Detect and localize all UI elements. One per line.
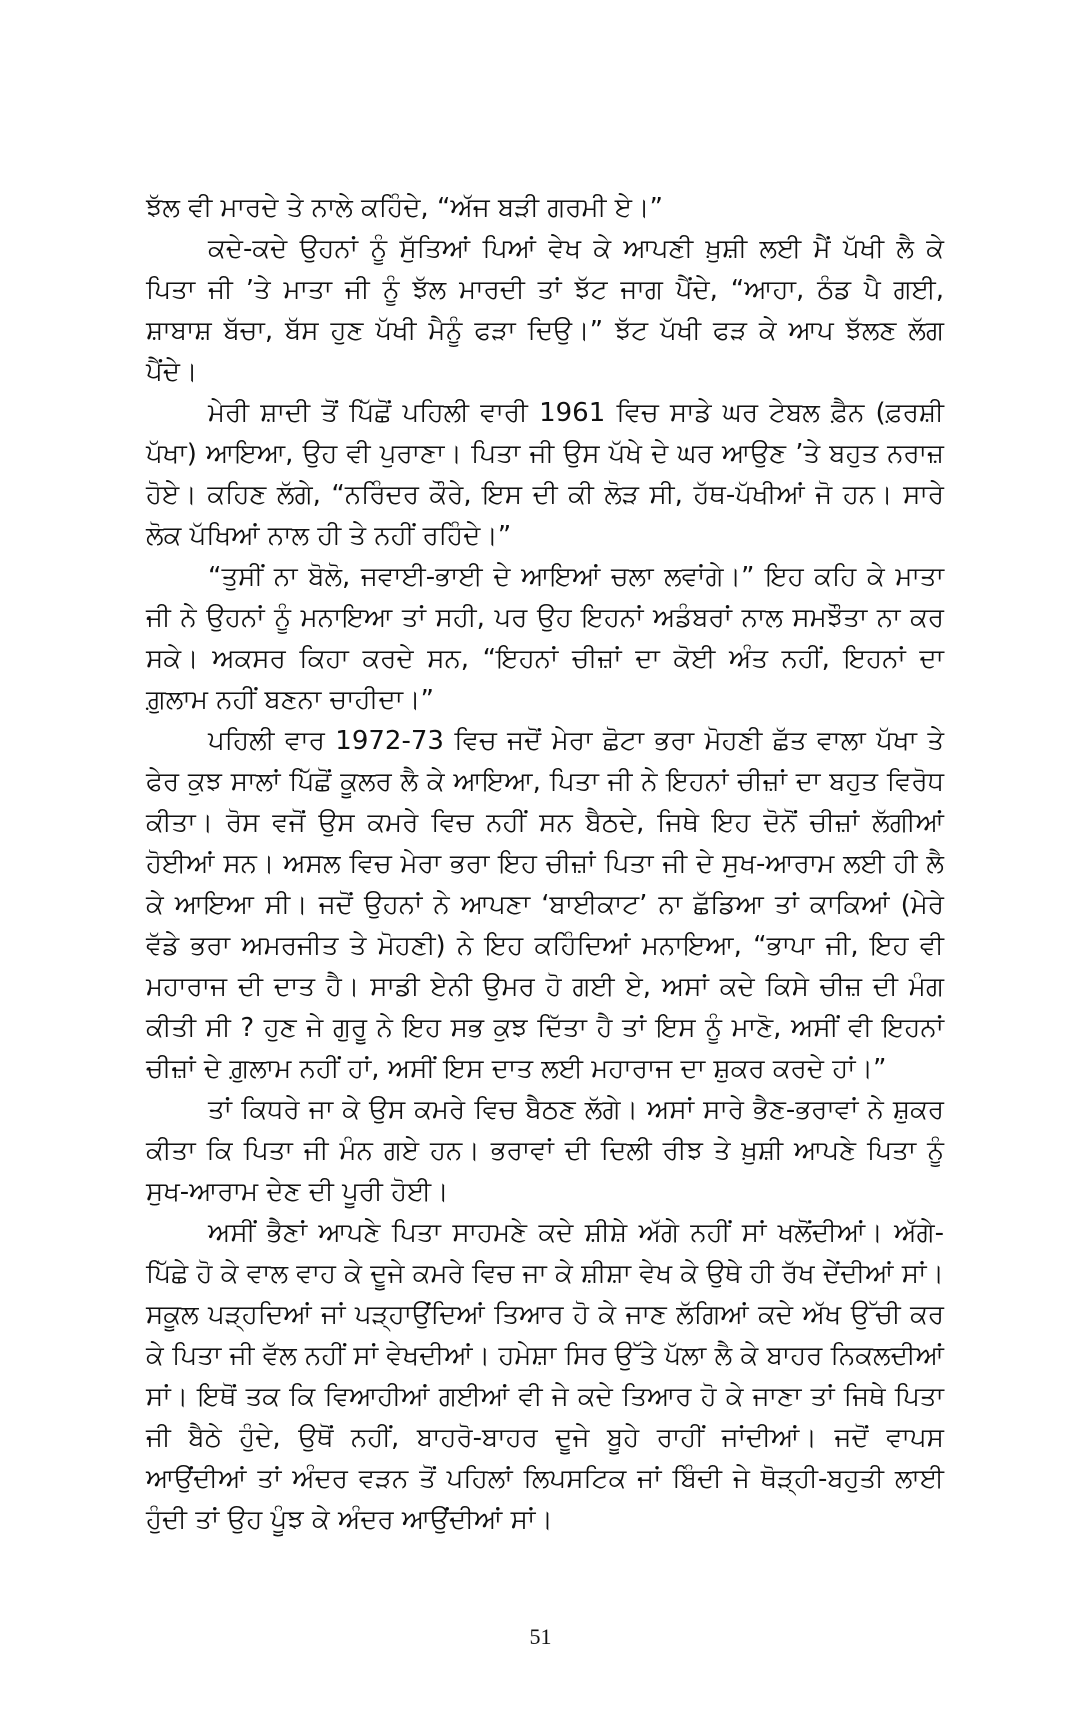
- page-number: 51: [529, 1624, 552, 1649]
- paragraph: ਮੇਰੀ ਸ਼ਾਦੀ ਤੋਂ ਪਿੱਛੋਂ ਪਹਿਲੀ ਵਾਰੀ 1961 ਵਿਚ ਸਾਡੇ ਘਰ ਟੇਬਲ ਫ਼ੈਨ (ਫ਼ਰਸ਼ੀ ਪੱਖਾ) ਆਇਆ, ਉਹ ਵੀ ਪੁਰਾਣਾ। ਪਿਤਾ ਜੀ ਉਸ ਪੱਖੇ ਦੇ ਘਰ ਆਉਣ ’ਤੇ ਬਹੁਤ ਨਰਾਜ਼ ਹੋਏ। ਕਹਿਣ ਲੱਗੇ, “ਨਰਿੰਦਰ ਕੌਰੇ, ਇਸ ਦੀ ਕੀ ਲੋੜ ਸੀ, ਹੱਥ-ਪੱਖੀਆਂ ਜੋ ਹਨ। ਸਾਰੇ ਲੋਕ ਪੱਖਿਆਂ ਨਾਲ ਹੀ ਤੇ ਨਹੀਂ ਰਹਿੰਦੇ।”: [146, 398, 944, 551]
- paragraph: “ਤੁਸੀਂ ਨਾ ਬੋਲੋ, ਜਵਾਈ-ਭਾਈ ਦੇ ਆਇਆਂ ਚਲਾ ਲਵਾਂਗੇ।” ਇਹ ਕਹਿ ਕੇ ਮਾਤਾ ਜੀ ਨੇ ਉਹਨਾਂ ਨੂੰ ਮਨਾਇਆ ਤਾਂ ਸਹੀ, ਪਰ ਉਹ ਇਹਨਾਂ ਅਡੰਬਰਾਂ ਨਾਲ ਸਮਝੌਤਾ ਨਾ ਕਰ ਸਕੇ। ਅਕਸਰ ਕਿਹਾ ਕਰਦੇ ਸਨ, “ਇਹਨਾਂ ਚੀਜ਼ਾਂ ਦਾ ਕੋਈ ਅੰਤ ਨਹੀਂ, ਇਹਨਾਂ ਦਾ ਗ਼ੁਲਾਮ ਨਹੀਂ ਬਣਨਾ ਚਾਹੀਦਾ।”: [146, 562, 944, 715]
- paragraph: ਤਾਂ ਕਿਧਰੇ ਜਾ ਕੇ ਉਸ ਕਮਰੇ ਵਿਚ ਬੈਠਣ ਲੱਗੇ। ਅਸਾਂ ਸਾਰੇ ਭੈਣ-ਭਰਾਵਾਂ ਨੇ ਸ਼ੁਕਰ ਕੀਤਾ ਕਿ ਪਿਤਾ ਜੀ ਮੰਨ ਗਏ ਹਨ। ਭਰਾਵਾਂ ਦੀ ਦਿਲੀ ਰੀਝ ਤੇ ਖ਼ੁਸ਼ੀ ਆਪਣੇ ਪਿਤਾ ਨੂੰ ਸੁਖ-ਆਰਾਮ ਦੇਣ ਦੀ ਪੂਰੀ ਹੋਈ।: [146, 1095, 944, 1207]
- paragraph: ਅਸੀਂ ਭੈਣਾਂ ਆਪਣੇ ਪਿਤਾ ਸਾਹਮਣੇ ਕਦੇ ਸ਼ੀਸ਼ੇ ਅੱਗੇ ਨਹੀਂ ਸਾਂ ਖਲੋਂਦੀਆਂ। ਅੱਗੇ-ਪਿੱਛੇ ਹੋ ਕੇ ਵਾਲ ਵਾਹ ਕੇ ਦੂਜੇ ਕਮਰੇ ਵਿਚ ਜਾ ਕੇ ਸ਼ੀਸ਼ਾ ਵੇਖ ਕੇ ਉਥੇ ਹੀ ਰੱਖ ਦੇਂਦੀਆਂ ਸਾਂ। ਸਕੂਲ ਪੜ੍ਹਦਿਆਂ ਜਾਂ ਪੜ੍ਹਾਉਂਦਿਆਂ ਤਿਆਰ ਹੋ ਕੇ ਜਾਣ ਲੱਗਿਆਂ ਕਦੇ ਅੱਖ ਉੱਚੀ ਕਰ ਕੇ ਪਿਤਾ ਜੀ ਵੱਲ ਨਹੀਂ ਸਾਂ ਵੇਖਦੀਆਂ। ਹਮੇਸ਼ਾ ਸਿਰ ਉੱਤੇ ਪੱਲਾ ਲੈ ਕੇ ਬਾਹਰ ਨਿਕਲਦੀਆਂ ਸਾਂ। ਇਥੋਂ ਤਕ ਕਿ ਵਿਆਹੀਆਂ ਗਈਆਂ ਵੀ ਜੇ ਕਦੇ ਤਿਆਰ ਹੋ ਕੇ ਜਾਣਾ ਤਾਂ ਜਿਥੇ ਪਿਤਾ ਜੀ ਬੈਠੇ ਹੁੰਦੇ, ਉਥੋਂ ਨਹੀਂ, ਬਾਹਰੋ-ਬਾਹਰ ਦੂਜੇ ਬੂਹੇ ਰਾਹੀਂ ਜਾਂਦੀਆਂ। ਜਦੋਂ ਵਾਪਸ ਆਉਂਦੀਆਂ ਤਾਂ ਅੰਦਰ ਵੜਨ ਤੋਂ ਪਹਿਲਾਂ ਲਿਪਸਟਿਕ ਜਾਂ ਬਿੰਦੀ ਜੇ ਥੋੜ੍ਹੀ-ਬਹੁਤੀ ਲਾਈ ਹੁੰਦੀ ਤਾਂ ਉਹ ਪੂੰਝ ਕੇ ਅੰਦਰ ਆਉਂਦੀਆਂ ਸਾਂ।: [146, 1218, 944, 1535]
- paragraph: ਪਹਿਲੀ ਵਾਰ 1972-73 ਵਿਚ ਜਦੋਂ ਮੇਰਾ ਛੋਟਾ ਭਰਾ ਮੋਹਣੀ ਛੱਤ ਵਾਲਾ ਪੱਖਾ ਤੇ ਫੇਰ ਕੁਝ ਸਾਲਾਂ ਪਿੱਛੋਂ ਕੂਲਰ ਲੈ ਕੇ ਆਇਆ, ਪਿਤਾ ਜੀ ਨੇ ਇਹਨਾਂ ਚੀਜ਼ਾਂ ਦਾ ਬਹੁਤ ਵਿਰੋਧ ਕੀਤਾ। ਰੋਸ ਵਜੋਂ ਉਸ ਕਮਰੇ ਵਿਚ ਨਹੀਂ ਸਨ ਬੈਠਦੇ, ਜਿਥੇ ਇਹ ਦੋਨੋਂ ਚੀਜ਼ਾਂ ਲੱਗੀਆਂ ਹੋਈਆਂ ਸਨ। ਅਸਲ ਵਿਚ ਮੇਰਾ ਭਰਾ ਇਹ ਚੀਜ਼ਾਂ ਪਿਤਾ ਜੀ ਦੇ ਸੁਖ-ਆਰਾਮ ਲਈ ਹੀ ਲੈ ਕੇ ਆਇਆ ਸੀ। ਜਦੋਂ ਉਹਨਾਂ ਨੇ ਆਪਣਾ ‘ਬਾਈਕਾਟ’ ਨਾ ਛੱਡਿਆ ਤਾਂ ਕਾਕਿਆਂ (ਮੇਰੇ ਵੱਡੇ ਭਰਾ ਅਮਰਜੀਤ ਤੇ ਮੋਹਣੀ) ਨੇ ਇਹ ਕਹਿੰਦਿਆਂ ਮਨਾਇਆ, “ਭਾਪਾ ਜੀ, ਇਹ ਵੀ ਮਹਾਰਾਜ ਦੀ ਦਾਤ ਹੈ। ਸਾਡੀ ਏਨੀ ਉਮਰ ਹੋ ਗਈ ਏ, ਅਸਾਂ ਕਦੇ ਕਿਸੇ ਚੀਜ਼ ਦੀ ਮੰਗ ਕੀਤੀ ਸੀ ? ਹੁਣ ਜੇ ਗੁਰੂ ਨੇ ਇਹ ਸਭ ਕੁਝ ਦਿੱਤਾ ਹੈ ਤਾਂ ਇਸ ਨੂੰ ਮਾਣੋ, ਅਸੀਂ ਵੀ ਇਹਨਾਂ ਚੀਜ਼ਾਂ ਦੇ ਗ਼ੁਲਾਮ ਨਹੀਂ ਹਾਂ, ਅਸੀਂ ਇਸ ਦਾਤ ਲਈ ਮਹਾਰਾਜ ਦਾ ਸ਼ੁਕਰ ਕਰਦੇ ਹਾਂ।”: [146, 726, 944, 1084]
- body-text: [146, 188, 944, 1541]
- paragraph: ਕਦੇ-ਕਦੇ ਉਹਨਾਂ ਨੂੰ ਸੁੱਤਿਆਂ ਪਿਆਂ ਵੇਖ ਕੇ ਆਪਣੀ ਖ਼ੁਸ਼ੀ ਲਈ ਮੈਂ ਪੱਖੀ ਲੈ ਕੇ ਪਿਤਾ ਜੀ ’ਤੇ ਮਾਤਾ ਜੀ ਨੂੰ ਝੱਲ ਮਾਰਦੀ ਤਾਂ ਝੱਟ ਜਾਗ ਪੈਂਦੇ, “ਆਹਾ, ਠੰਡ ਪੈ ਗਈ, ਸ਼ਾਬਾਸ਼ ਬੱਚਾ, ਬੱਸ ਹੁਣ ਪੱਖੀ ਮੈਨੂੰ ਫੜਾ ਦਿਉ।” ਝੱਟ ਪੱਖੀ ਫੜ ਕੇ ਆਪ ਝੱਲਣ ਲੱਗ ਪੈਂਦੇ।: [146, 234, 944, 387]
- paragraph-continued: ਝੱਲ ਵੀ ਮਾਰਦੇ ਤੇ ਨਾਲੇ ਕਹਿੰਦੇ, “ਅੱਜ ਬੜੀ ਗਰਮੀ ਏ।”: [146, 193, 664, 223]
